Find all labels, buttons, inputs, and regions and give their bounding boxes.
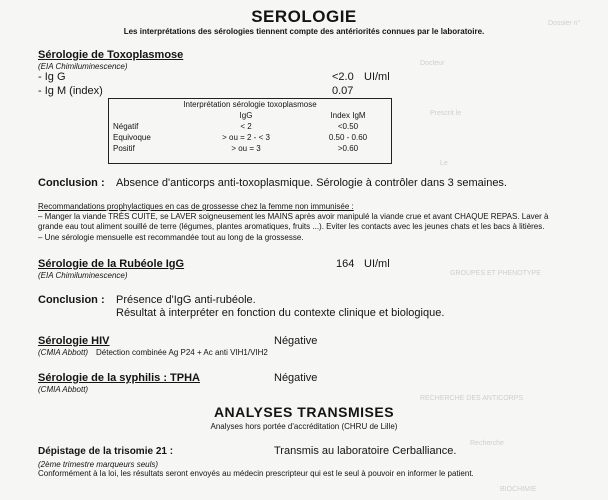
toxo-conclusion-label: Conclusion : (38, 177, 105, 189)
hiv-result: Négative (274, 335, 318, 347)
table-header-row (109, 110, 391, 121)
toxo-reco-title: Recommandations prophylactiques en cas de grossesse chez la femme non immunisée : (38, 202, 354, 211)
table-row (109, 121, 391, 132)
table-row (109, 143, 391, 154)
rubeole-value: 164 (336, 258, 355, 270)
table-cell: <0.50 (337, 122, 359, 131)
transmitted-title: ANALYSES TRANSMISES (213, 404, 395, 420)
trisomy-result: Transmis au laboratoire Cerballiance. (274, 445, 457, 457)
hiv-detail: Détection combinée Ag P24 + Ac anti VIH1/VIH2 (96, 348, 268, 357)
table-cell: Equivoque (113, 133, 151, 142)
rubeole-conclusion-label: Conclusion : (38, 294, 105, 306)
toxo-interpretation-table (108, 98, 392, 164)
hiv-title: Sérologie HIV (38, 335, 110, 347)
rubeole-method: (EIA Chimiluminescence) (38, 271, 128, 280)
page-subtitle: Les interprétations des sérologies tiennent compte des antériorités connues par le laboratoire. (123, 27, 485, 36)
transmitted-subtitle: Analyses hors portée d'accréditation (CHRU de Lille) (210, 422, 398, 431)
rubeole-title: Sérologie de la Rubéole IgG (38, 258, 185, 270)
page-title: SEROLOGIE (251, 7, 357, 26)
table-cell: >0.60 (337, 144, 359, 153)
table-header-cell (109, 110, 187, 121)
table-caption: Interprétation sérologie toxoplasmose (183, 100, 317, 109)
rubeole-unit: UI/ml (364, 258, 390, 270)
table-row (109, 132, 391, 143)
table-cell: 0.50 - 0.60 (328, 133, 368, 142)
toxo-igg-label: - Ig G (38, 71, 66, 83)
trisomy-note: (2ème trimestre marqueurs seuls) (38, 460, 159, 469)
rubeole-conclusion-line: Présence d'IgG anti-rubéole. (116, 294, 256, 306)
table-cell: < 2 (240, 122, 252, 131)
table-cell: > ou = 3 (231, 144, 261, 153)
table-header-cell: Index IgM (330, 111, 366, 120)
toxo-reco-line: – Une sérologie mensuelle est recommandée tout au long de la grossesse. (38, 233, 304, 242)
table-cell: Positif (113, 144, 135, 153)
table-cell: > ou = 2 - < 3 (222, 133, 270, 142)
syphilis-title: Sérologie de la syphilis : TPHA (38, 372, 200, 384)
syphilis-method: (CMIA Abbott) (38, 385, 89, 394)
table-cell: Négatif (113, 122, 139, 131)
trisomy-label: Dépistage de la trisomie 21 : (38, 446, 174, 457)
toxo-conclusion-text: Absence d'anticorps anti-toxoplasmique. Sérologie à contrôler dans 3 semaines. (116, 177, 507, 189)
toxo-reco-line: – Manger la viande TRÈS CUITE, se LAVER soigneusement les MAINS après avoir manipulé la viande crue et avant CHAQUE REPAS. Laver à (38, 212, 549, 221)
syphilis-result: Négative (274, 372, 318, 384)
toxo-reco-line: grande eau tout aliment souillé de terre (légumes, plantes aromatiques, fruits ...). Eviter les contacts avec les jeunes chats et les bacs à litières. (38, 222, 545, 231)
table-header-cell: IgG (239, 111, 253, 120)
toxo-igg-unit: UI/ml (364, 71, 390, 83)
toxo-igm-label: - Ig M (index) (38, 85, 103, 97)
rubeole-conclusion-line: Résultat à interpréter en fonction du contexte clinique et biologique. (116, 307, 445, 319)
hiv-method: (CMIA Abbott) (38, 348, 89, 357)
footer-note: Conformément à la loi, les résultats seront envoyés au médecin prescripteur qui est le seul à pouvoir en informer le patient. (38, 469, 474, 478)
toxo-igm-value: 0.07 (332, 85, 354, 97)
toxo-igg-value: <2.0 (332, 71, 354, 83)
toxo-method: (EIA Chimiluminescence) (38, 62, 128, 71)
toxo-title: Sérologie de Toxoplasmose (38, 49, 184, 61)
